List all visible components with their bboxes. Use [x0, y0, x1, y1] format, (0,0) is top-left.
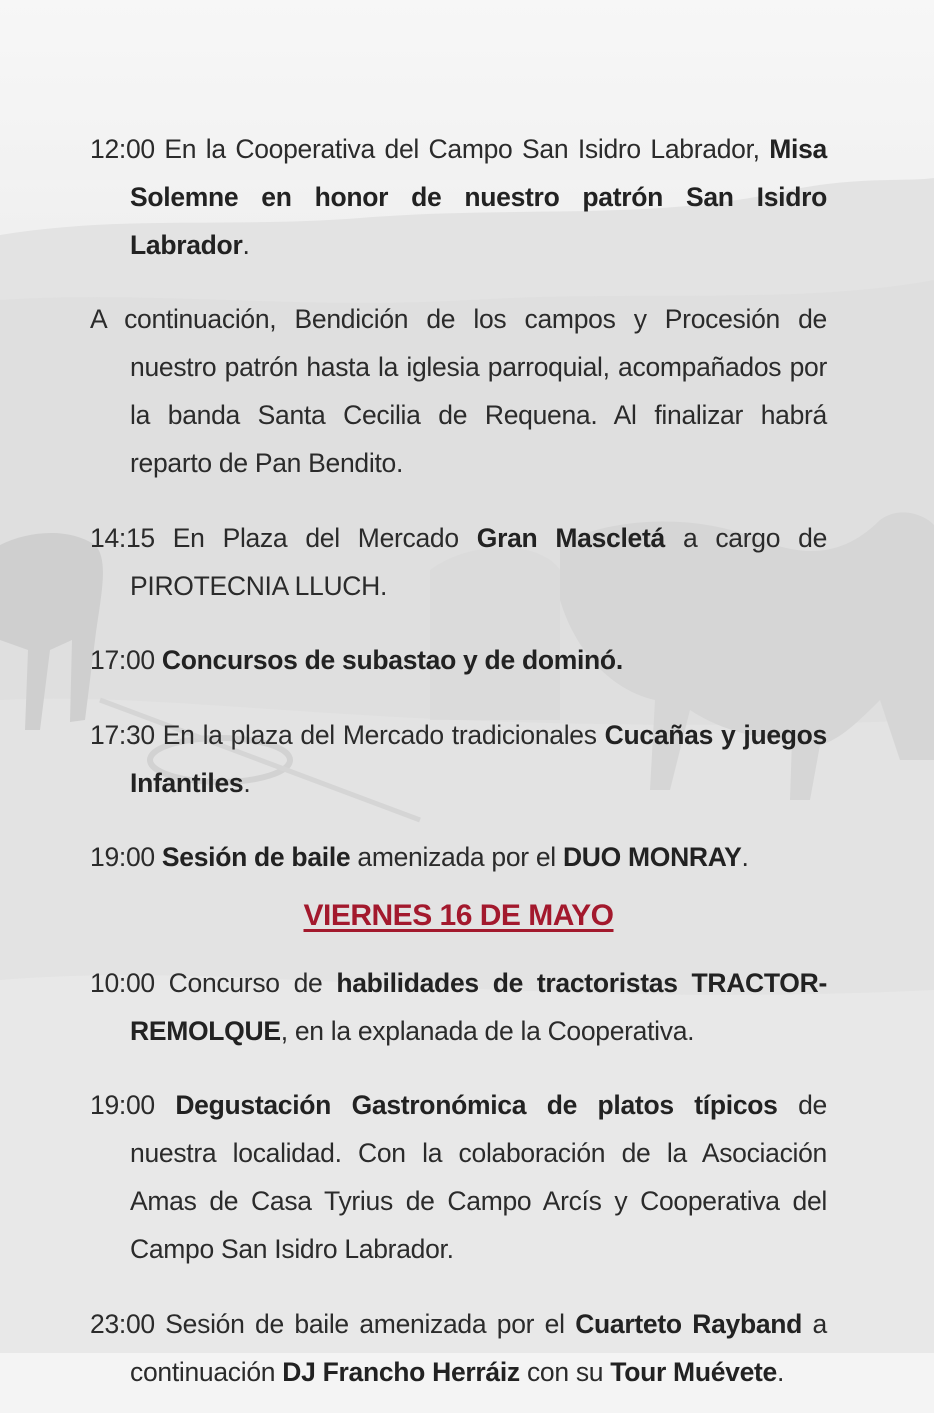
section-heading: VIERNES 16 DE MAYO	[303, 899, 614, 932]
event-text: 19:00	[90, 842, 162, 872]
event-2300	[90, 1300, 827, 1396]
event-text: A continuación, Bendición de los campos y Procesión de nuestro patrón hasta la iglesia parroquial, acompañados por la banda Santa Cecilia de Requena. Al finalizar habrá reparto de Pan Bendito.	[90, 304, 827, 478]
event-1900-baile	[90, 833, 827, 881]
event-highlight: habilidades de tractoristas TRACTOR-REMOLQUE	[130, 967, 827, 1046]
event-text: 19:00	[90, 1090, 176, 1120]
event-text: con su	[519, 1356, 611, 1387]
event-highlight: Sesión de baile	[161, 842, 351, 872]
event-highlight: Concursos de subastao y de dominó.	[161, 645, 623, 675]
event-text: .	[243, 767, 251, 798]
event-text: a continuación	[130, 1308, 827, 1387]
event-text: 10:00 Concurso de	[90, 967, 337, 998]
event-text: amenizada por el	[350, 842, 563, 872]
event-1700	[90, 636, 827, 684]
event-text: 17:00	[90, 645, 162, 675]
event-text: 14:15 En Plaza del Mercado	[90, 522, 477, 553]
event-1415	[90, 514, 827, 610]
event-highlight: DJ Francho Herráiz	[282, 1356, 520, 1387]
event-highlight: Cucañas y juegos Infantiles	[130, 719, 828, 798]
event-text: , en la explanada de la Cooperativa.	[280, 1015, 695, 1046]
event-1730	[90, 711, 827, 807]
event-highlight: Gran Mascletá	[476, 522, 665, 553]
event-highlight: Misa Solemne en honor de nuestro patrón San Isidro Labrador	[130, 133, 827, 260]
program-content	[90, 98, 827, 1413]
event-text: .	[741, 842, 749, 872]
event-1200	[90, 125, 827, 269]
event-text: 17:30 En la plaza del Mercado tradicionales	[90, 719, 605, 750]
event-text: .	[777, 1356, 785, 1387]
event-highlight: DUO MONRAY	[562, 842, 742, 872]
event-text: 12:00 En la Cooperativa del Campo San Isidro Labrador,	[90, 133, 770, 164]
event-highlight: Cuarteto Rayband	[575, 1308, 803, 1339]
event-text: 23:00 Sesión de baile amenizada por el	[90, 1308, 576, 1339]
event-text: de nuestra localidad. Con la colaboración de la Asociación Amas de Casa Tyrius de Campo Arcís y Cooperativa del Campo San Isidro Labrador.	[130, 1090, 827, 1264]
event-procession	[90, 295, 827, 487]
event-1900-degustacion	[90, 1081, 827, 1273]
event-text: a cargo de PIROTECNIA LLUCH.	[130, 522, 828, 601]
event-text: .	[242, 229, 250, 260]
event-highlight: Tour Muévete	[610, 1356, 777, 1387]
event-highlight: Degustación Gastronómica de platos típicos	[175, 1090, 778, 1120]
event-1000	[90, 959, 827, 1055]
